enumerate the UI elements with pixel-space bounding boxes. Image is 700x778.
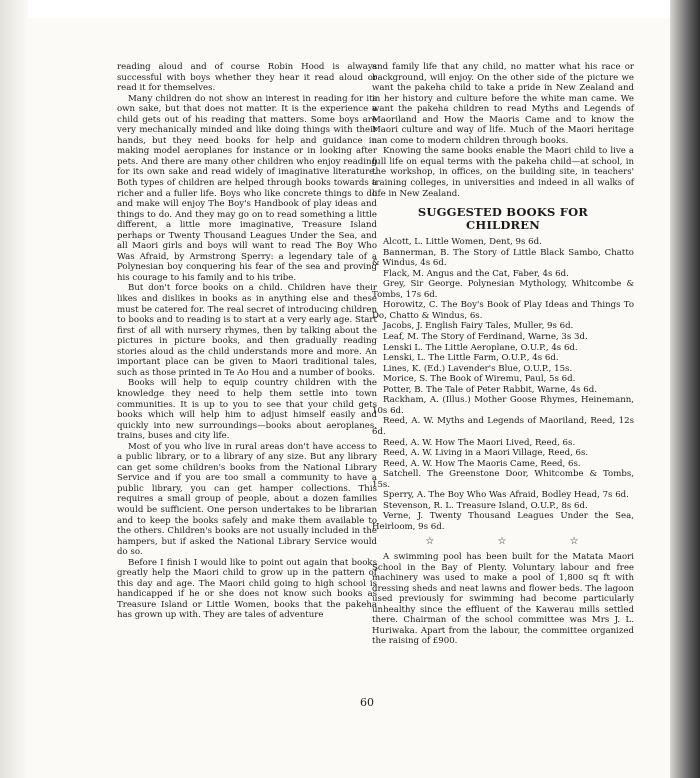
book-binding-edge [670,0,700,778]
right-text-column [372,62,634,647]
section-divider-stars: ☆ ☆ ☆ [425,536,609,548]
book-entry: Morice, S. The Book of Wiremu, Paul, 5s 6d. [383,374,576,385]
book-entry: Lenski, L. The Little Farm, O.U.P., 4s 6d. [383,353,559,364]
paragraph: But don't force books on a child. Children have their likes and dislikes in books as in anything else and these must be catered for. The real secret of introducing children to books and to reading is to start at a very early age. Start first of all with nursery rhymes, then by talking about the pictures in picture books, and then gradually reading stories aloud as the child understands more and more. An important place can be given to Maori traditional tales, such as those printed in Te Ao Hou and a number of books. [117,283,377,378]
paragraph: Many children do not show an interest in reading for its own sake, but that does not matter. It is the experience a child gets out of his reading that matters. Some boys are very mechanically minded and like doing things with their hands, but they need books for help and guidance in making model aeroplanes for instance or in looking after pets. And there are many other children who enjoy reading for its own sake and read widely of imaginative literature. Both types of children are helped through books towards a richer and a fuller life. Boys who like concrete things to do and make will enjoy The Boy's Handbook of play ideas and things to do. And they may go on to read something a little different, a little more imaginative, Treasure Island perhaps or Twenty Thousand Leagues Under the Sea, and all Maori girls and boys will want to read The Boy Who Was Afraid, by Armstrong Sperry: a legendary tale of a Polynesian boy conquering his fear of the sea and proving his courage to his family and to his tribe. [117,93,377,283]
book-entry: Flack, M. Angus and the Cat, Faber, 4s 6d. [383,268,569,279]
page-number: 60 [360,696,374,709]
book-entry: Reed, A. W. How The Maori Lived, Reed, 6s. [383,437,576,448]
paragraph: and family life that any child, no matter what his race or background, will enjoy. On the other side of the picture we want the pakeha child to take a pride in New Zealand and in her history and culture before the white man came. We want the pakeha children to read Myths and Legends of Maoriland and How the Maoris Came and to know the Maori culture and way of life. Much of the Maori heritage can come to modern children through books. [372,62,634,146]
book-entry: Alcott, L. Little Women, Dent, 9s 6d. [383,237,542,248]
book-list [372,237,634,532]
book-entry: Sperry, A. The Boy Who Was Afraid, Bodley Head, 7s 6d. [383,490,629,501]
book-entry: Stevenson, R. L. Treasure Island, O.U.P., 8s 6d. [383,500,588,511]
book-entry: Satchell. The Greenstone Door, Whitcombe & Tombs, 15s. [372,469,634,490]
book-entry: Horowitz, C. The Boy's Book of Play Ideas and Things To Do, Chatto & Windus, 6s. [372,300,634,321]
book-entry: Reed, A. W. How The Maoris Came, Reed, 6s. [383,458,581,469]
book-entry: Jacobs, J. English Fairy Tales, Muller, 9s 6d. [383,321,574,332]
section-heading [372,206,634,232]
book-entry: Leaf, M. The Story of Ferdinand, Warne, 3s 3d. [383,332,588,343]
book-entry: Grey, Sir George. Polynesian Mythology, Whitcombe & Tombs, 17s 6d. [372,279,634,300]
heading-line: SUGGESTED BOOKS FOR [417,205,589,220]
book-entry: Bannerman, B. The Story of Little Black Sambo, Chatto & Windus, 4s 6d. [372,247,634,269]
paragraph: A swimming pool has been built for the Matata Maori School in the Bay of Plenty. Voluntary labour and free machinery was used to make a pool of 1,800 sq ft with dressing sheds and neat lawns and flower beds. The lagoon used previously for swimming had become particularly unhealthy since the effluent of the Kawerau mills settled there. Chairman of the school committee was Mrs J. L. Huriwaka. Apart from the labour, the committee organized the raising of £900. [372,551,634,647]
page-top-margin [0,0,700,18]
paragraph: Knowing the same books enable the Maori child to live a full life on equal terms with the pakeha child—at school, in the workshop, in offices, on the building site, in teachers' training colleges, in universities and indeed in all walks of life in New Zealand. [372,146,634,199]
book-entry: Lenski L. The Little Aeroplane, O.U.P., 4s 6d. [383,342,578,353]
page-left-shadow [0,0,28,778]
paragraph: reading aloud and of course Robin Hood is always successful with boys whether they hear it read aloud or read it for themselves. [117,62,377,94]
book-entry: Potter, B. The Tale of Peter Rabbit, Warne, 4s 6d. [383,384,597,395]
book-entry: Reed, A. W. Myths and Legends of Maoriland, Reed, 12s 6d. [372,416,634,437]
left-text-column [117,62,377,621]
book-entry: Verne, J. Twenty Thousand Leagues Under the Sea, Heirloom, 9s 6d. [372,511,634,532]
book-entry: Rackham, A. (Illus.) Mother Goose Rhymes, Heinemann, 10s 6d. [372,395,634,416]
paragraph: Books will help to equip country children with the knowledge they need to help them settle into town communities. It is up to you to see that your child gets books which will help him to adjust himself easily and quickly into new surroundings—books about aeroplanes, trains, buses and city life. [117,378,377,442]
book-entry: Lines, K. (Ed.) Lavender's Blue, O.U.P., 15s. [383,363,573,374]
paragraph: Most of you who live in rural areas don't have access to a public library, or to a library of any size. But any library can get some children's books from the National Library Service and if you are too small a community to have a public library, you can get hamper collections. This requires a small group of people, about a dozen families would be sufficient. One person undertakes to be librarian and to keep the books safely and make them available to the others. Children's books are not usually included in the hampers, but if asked the National Library Service would do so. [117,441,377,558]
book-entry: Reed, A. W. Living in a Maori Village, Reed, 6s. [383,448,589,459]
paragraph: Before I finish I would like to point out again that books greatly help the Maori child to grow up in the pattern of this day and age. The Maori child going to high school is handicapped if he or she does not know such books as Treasure Island or Little Women, books that the pakeha has grown up with. They are tales of adventure [117,557,377,621]
heading-line: CHILDREN [466,218,540,233]
